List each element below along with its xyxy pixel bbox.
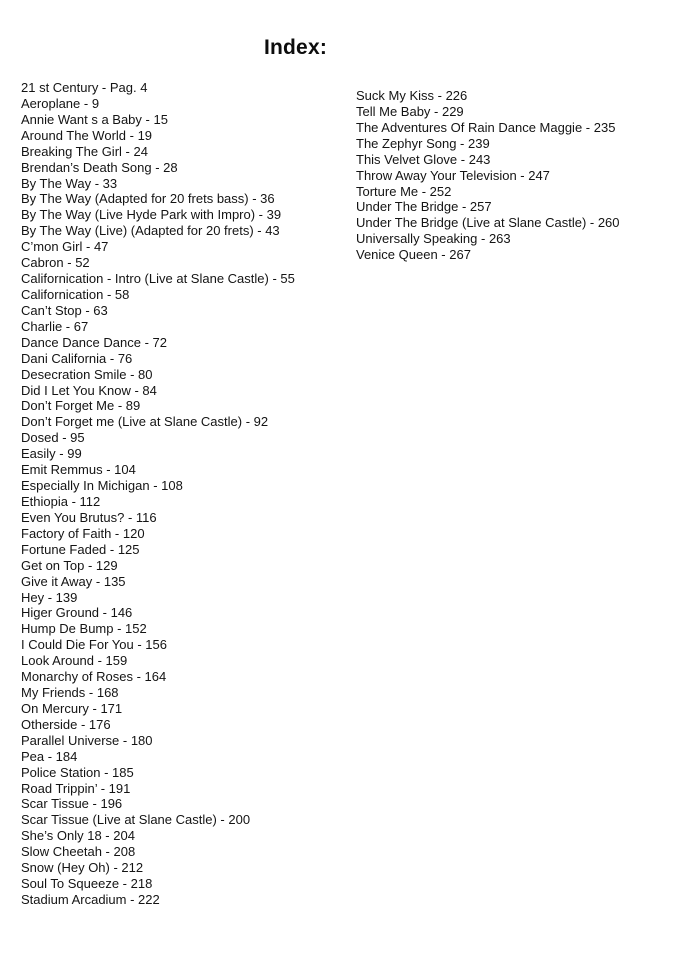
index-entry: Dance Dance Dance - 72 [21,334,167,350]
index-entry: Ethiopia - 112 [21,493,101,509]
index-entry: Scar Tissue - 196 [21,796,123,812]
index-entry: Charlie - 67 [21,318,89,334]
index-entry: By The Way (Live Hyde Park with Impro) - 39 [21,207,282,223]
index-entry: C’mon Girl - 47 [21,239,109,255]
index-entry: Factory of Faith - 120 [21,525,145,541]
index-entry: Torture Me - 252 [356,183,452,199]
index-entry: Hey - 139 [21,589,78,605]
index-entry: Police Station - 185 [21,764,134,780]
index-entry: By The Way (Live) (Adapted for 20 frets) - 43 [21,223,280,239]
index-entry: My Friends - 168 [21,685,119,701]
index-entry: The Adventures Of Rain Dance Maggie - 235 [356,119,616,135]
index-entry: Throw Away Your Television - 247 [356,167,550,183]
index-entry: Slow Cheetah - 208 [21,844,136,860]
index-entry: Even You Brutus? - 116 [21,509,157,525]
index-entry: Otherside - 176 [21,716,111,732]
index-entry: Monarchy of Roses - 164 [21,669,167,685]
index-entry: Stadium Arcadium - 222 [21,892,160,908]
index-entry: Universally Speaking - 263 [356,231,511,247]
index-entry: Annie Want s a Baby - 15 [21,111,168,127]
index-entry: This Velvet Glove - 243 [356,151,491,167]
index-entry: Look Around - 159 [21,653,128,669]
index-entry: Pea - 184 [21,748,78,764]
page-title: Index: [263,36,328,59]
index-entry: Under The Bridge (Live at Slane Castle) - 260 [356,215,620,231]
index-entry: By The Way (Adapted for 20 frets bass) - 36 [21,191,275,207]
index-entry: Desecration Smile - 80 [21,366,153,382]
index-entry: I Could Die For You - 156 [21,637,167,653]
index-entry: Under The Bridge - 257 [356,199,492,215]
index-entry: Don’t Forget Me - 89 [21,398,141,414]
index-entry: Dosed - 95 [21,430,85,446]
index-entry: Get on Top - 129 [21,557,118,573]
index-entry: Dani California - 76 [21,350,133,366]
index-entry: Brendan’s Death Song - 28 [21,159,178,175]
index-entry: Higer Ground - 146 [21,605,133,621]
index-column-left [21,80,295,908]
index-entry: Around The World - 19 [21,127,153,143]
index-entry: Aeroplane - 9 [21,95,100,111]
index-entry: Can’t Stop - 63 [21,302,108,318]
index-entry: Fortune Faded - 125 [21,541,140,557]
index-column-right [356,88,620,263]
index-entry: Soul To Squeeze - 218 [21,876,153,892]
index-entry: Snow (Hey Oh) - 212 [21,860,144,876]
index-entry: Scar Tissue (Live at Slane Castle) - 200 [21,812,251,828]
index-entry: Hump De Bump - 152 [21,621,147,637]
index-entry: Did I Let You Know - 84 [21,382,157,398]
index-entry: On Mercury - 171 [21,700,123,716]
index-entry: 21 st Century - Pag. 4 [21,80,148,95]
index-entry: Venice Queen - 267 [356,247,471,263]
index-entry: Especially In Michigan - 108 [21,478,183,494]
index-entry: Breaking The Girl - 24 [21,143,148,159]
index-entry: Suck My Kiss - 226 [356,88,468,103]
index-entry: Tell Me Baby - 229 [356,103,464,119]
index-entry: Californication - 58 [21,286,130,302]
index-entry: By The Way - 33 [21,175,118,191]
index-entry: Give it Away - 135 [21,573,126,589]
index-entry: Road Trippin’ - 191 [21,780,131,796]
index-entry: She’s Only 18 - 204 [21,828,135,844]
index-entry: Cabron - 52 [21,255,90,271]
index-entry: The Zephyr Song - 239 [356,135,490,151]
index-entry: Don’t Forget me (Live at Slane Castle) - 92 [21,414,269,430]
index-entry: Emit Remmus - 104 [21,462,136,478]
index-entry: Parallel Universe - 180 [21,732,153,748]
index-entry: Easily - 99 [21,446,82,462]
index-entry: Californication - Intro (Live at Slane Castle) - 55 [21,271,295,287]
